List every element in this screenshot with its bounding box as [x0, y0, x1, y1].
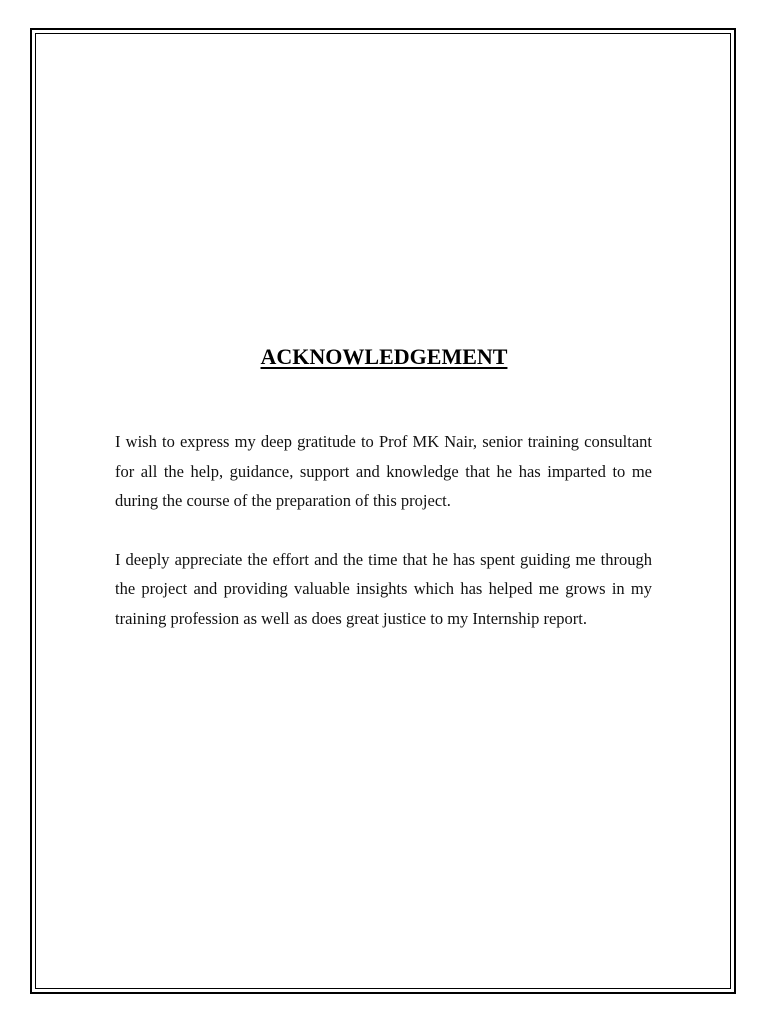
paragraph-gratitude: I wish to express my deep gratitude to Prof MK Nair, senior training consultant for all the help, guidance, support and knowledge that he has imparted to me during the course of the preparation of this project. — [115, 432, 652, 510]
page-title: ACKNOWLEDGEMENT — [260, 344, 508, 369]
paragraph-appreciation: I deeply appreciate the effort and the time that he has spent guiding me through the project and providing valuable insights which has helped me grows in my training profession as well as does great justice to my Internship report. — [115, 549, 652, 628]
document-body — [115, 427, 652, 633]
